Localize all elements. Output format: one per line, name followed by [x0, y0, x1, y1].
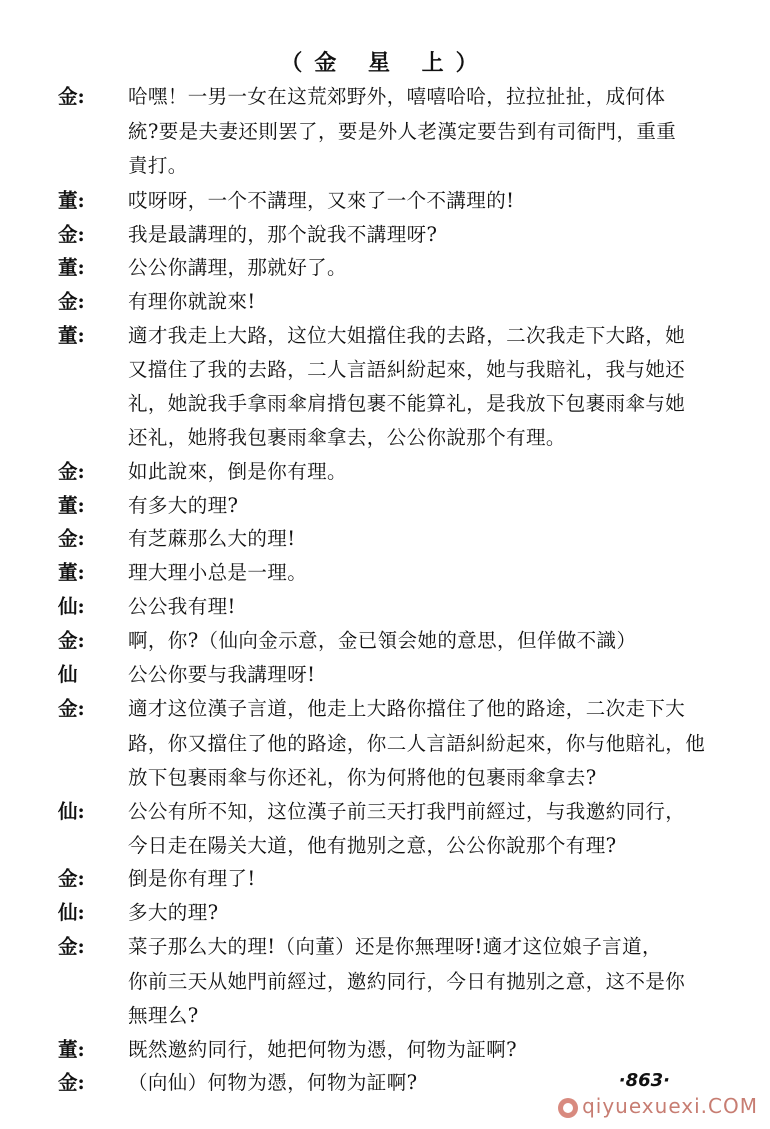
speaker-label: 董:: [58, 256, 85, 279]
line-text: 理大理小总是一理。: [128, 561, 308, 584]
dialogue-line: [0, 115, 770, 149]
dialogue-line: [0, 80, 770, 114]
speaker-label: 金:: [58, 629, 85, 652]
watermark-text: qiyuexuexi.COM: [582, 1094, 758, 1118]
dialogue-line: [0, 930, 770, 964]
speaker-label: 仙:: [58, 800, 85, 823]
dialogue-line: [0, 421, 770, 455]
line-text: 公公你要与我講理呀!: [128, 663, 316, 686]
line-text: 倒是你有理了!: [128, 867, 256, 890]
line-text: 適才这位漢子言道，他走上大路你擋住了他的路途，二次走下大: [128, 697, 686, 720]
speaker-label: 董:: [58, 324, 85, 347]
line-text: 又擋住了我的去路，二人言語糾紛起來，她与我賠礼，我与她还: [128, 358, 686, 381]
dialogue-line: [0, 761, 770, 795]
speaker-label: 金:: [58, 85, 85, 108]
dialogue-line: [0, 522, 770, 556]
line-text: 統?要是夫妻还則罢了，要是外人老漢定要告到有司衙門，重重: [128, 120, 677, 143]
speaker-label: 董:: [58, 1038, 85, 1061]
line-text: 我是最講理的，那个說我不講理呀?: [128, 223, 438, 246]
dialogue-line: [0, 184, 770, 218]
page-heading: （金 星 上）: [280, 50, 490, 76]
line-text: 哎呀呀，一个不講理，又來了一个不講理的!: [128, 189, 515, 212]
dialogue-line: [0, 319, 770, 353]
speaker-label: 仙:: [58, 595, 85, 618]
dialogue-line: [0, 829, 770, 863]
line-text: 路，你又擋住了他的路途，你二人言語糾紛起來，你与他賠礼，他: [128, 732, 706, 755]
speaker-label: 董:: [58, 189, 85, 212]
line-text: 礼，她說我手拿雨傘肩揹包裹不能算礼，是我放下包裹雨傘与她: [128, 392, 686, 415]
dialogue-line: [0, 727, 770, 761]
line-text: 適才我走上大路，这位大姐擋住我的去路，二次我走下大路，她: [128, 324, 686, 347]
line-text: 啊，你?（仙向金示意，金已領会她的意思，但佯做不識）: [128, 629, 637, 652]
dialogue-line: [0, 1033, 770, 1067]
line-text: 菜子那么大的理!（向董）还是你無理呀!適才这位娘子言道，: [128, 935, 662, 958]
dialogue-line: [0, 965, 770, 999]
speaker-label: 董:: [58, 494, 85, 517]
line-text: 你前三天从她門前經过，邀約同行，今日有拋别之意，这不是你: [128, 970, 686, 993]
speaker-label: 金:: [58, 935, 85, 958]
line-text: 責打。: [128, 154, 188, 177]
speaker-label: 金:: [58, 867, 85, 890]
page-number: ·863·: [618, 1070, 670, 1091]
dialogue-line: [0, 896, 770, 930]
line-text: 放下包裹雨傘与你还礼，你为何將他的包裹雨傘拿去?: [128, 766, 597, 789]
dialogue-line: [0, 692, 770, 726]
line-text: 多大的理?: [128, 901, 219, 924]
line-text: 有多大的理?: [128, 494, 239, 517]
dialogue-line: [0, 590, 770, 624]
dialogue-line: [0, 149, 770, 183]
watermark-logo-icon: [558, 1098, 578, 1118]
dialogue-line: [0, 489, 770, 523]
speaker-label: 金:: [58, 290, 85, 313]
speaker-label: 金:: [58, 697, 85, 720]
dialogue-line: [0, 353, 770, 387]
dialogue-line: [0, 218, 770, 252]
line-text: 有芝蔴那么大的理!: [128, 527, 296, 550]
line-text: 公公你講理，那就好了。: [128, 256, 347, 279]
line-text: 哈嘿！一男一女在这荒郊野外，嘻嘻哈哈，拉拉扯扯，成何体: [128, 85, 666, 108]
line-text: （向仙）何物为憑，何物为証啊?: [128, 1071, 418, 1094]
speaker-label: 金:: [58, 223, 85, 246]
speaker-label: 金:: [58, 527, 85, 550]
dialogue-line: [0, 285, 770, 319]
line-text: 还礼，她將我包裹雨傘拿去，公公你說那个有理。: [128, 426, 566, 449]
line-text: 有理你就說來!: [128, 290, 256, 313]
dialogue-line: [0, 455, 770, 489]
dialogue-line: [0, 556, 770, 590]
dialogue-line: [0, 658, 770, 692]
speaker-label: 仙: [58, 663, 78, 686]
dialogue-line: [0, 387, 770, 421]
line-text: 如此說來，倒是你有理。: [128, 460, 347, 483]
speaker-label: 金:: [58, 1071, 85, 1094]
dialogue-line: [0, 795, 770, 829]
line-text: 公公有所不知，这位漢子前三天打我門前經过，与我邀約同行，: [128, 800, 686, 823]
speaker-label: 仙:: [58, 901, 85, 924]
line-text: 既然邀約同行，她把何物为憑，何物为証啊?: [128, 1038, 517, 1061]
dialogue-line: [0, 251, 770, 285]
dialogue-line: [0, 862, 770, 896]
line-text: 公公我有理!: [128, 595, 236, 618]
line-text: 今日走在陽关大道，他有拋别之意，公公你說那个有理?: [128, 834, 617, 857]
dialogue-line: [0, 624, 770, 658]
speaker-label: 董:: [58, 561, 85, 584]
watermark: [558, 1094, 758, 1118]
line-text: 無理么?: [128, 1004, 199, 1027]
speaker-label: 金:: [58, 460, 85, 483]
dialogue-line: [0, 999, 770, 1033]
